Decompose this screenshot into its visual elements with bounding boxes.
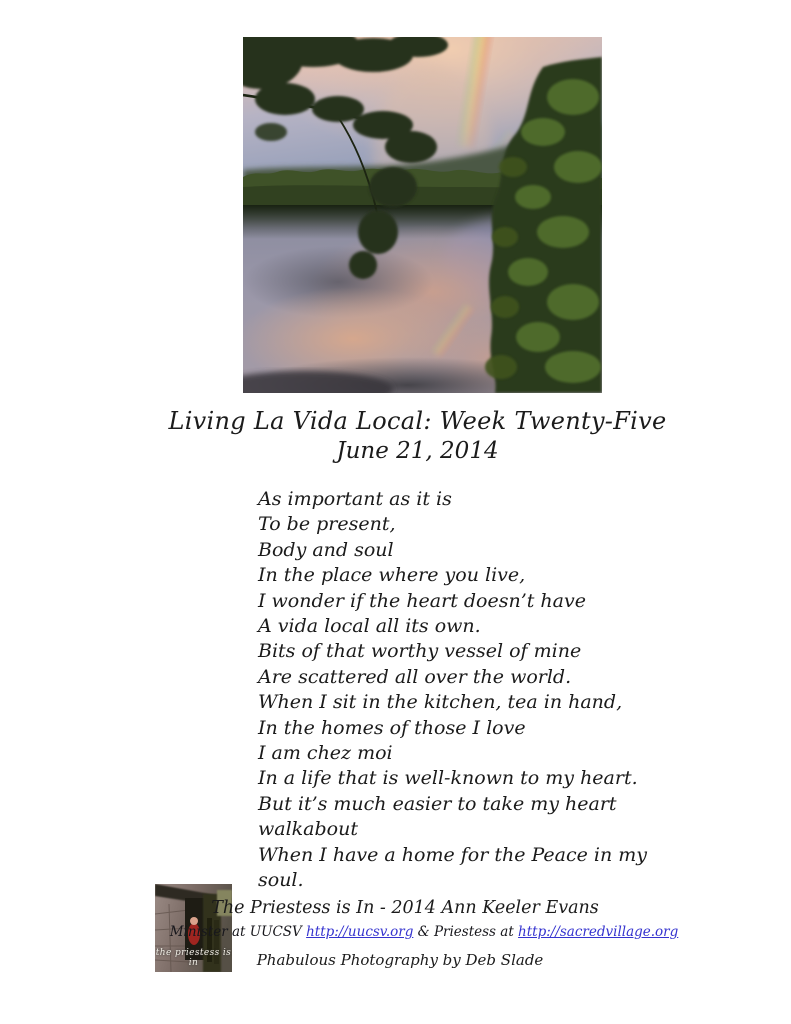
poem-line: A vida local all its own. bbox=[258, 615, 481, 638]
lake-rainbow-illustration bbox=[243, 37, 602, 393]
poem-line: I wonder if the heart doesn’t have bbox=[258, 589, 586, 612]
poem-line: In the homes of those I love bbox=[258, 716, 526, 739]
poem-line: Are scattered all over the world. bbox=[258, 665, 572, 688]
footer-byline: The Priestess is In - 2014 Ann Keeler Evans bbox=[211, 898, 599, 918]
poem-line: I am chez moi bbox=[258, 742, 393, 765]
poem-line: In the place where you live, bbox=[258, 564, 526, 587]
poem-line: Bits of that worthy vessel of mine bbox=[258, 640, 582, 663]
poem-line: In a life that is well-known to my heart. bbox=[258, 767, 638, 790]
sacredvillage-link[interactable]: http://sacredvillage.org bbox=[518, 924, 679, 940]
footer-photo-credit: Phabulous Photography by Deb Slade bbox=[256, 951, 544, 969]
footer-minister-text: Minister at UUCSV bbox=[169, 924, 307, 940]
footer-affiliations bbox=[104, 924, 744, 940]
poem bbox=[258, 487, 698, 894]
uucsv-link[interactable]: http://uucsv.org bbox=[306, 924, 414, 940]
page-date: June 21, 2014 bbox=[336, 438, 499, 464]
poem-line: But it’s much easier to take my heart walkabout bbox=[258, 792, 617, 841]
poem-line: Body and soul bbox=[258, 538, 394, 561]
poem-line: When I sit in the kitchen, tea in hand, bbox=[258, 691, 623, 714]
page-title: Living La Vida Local: Week Twenty-Five bbox=[168, 407, 667, 435]
poem-line: As important as it is bbox=[258, 488, 452, 510]
thumbnail-caption: the priestess is in bbox=[155, 948, 232, 968]
title-block bbox=[45, 406, 790, 467]
poem-line: To be present, bbox=[258, 513, 396, 536]
lake-rainbow-photo bbox=[243, 37, 602, 393]
footer-priestess-text: & Priestess at bbox=[413, 924, 519, 940]
poem-line: When I have a home for the Peace in my soul. bbox=[258, 843, 648, 892]
